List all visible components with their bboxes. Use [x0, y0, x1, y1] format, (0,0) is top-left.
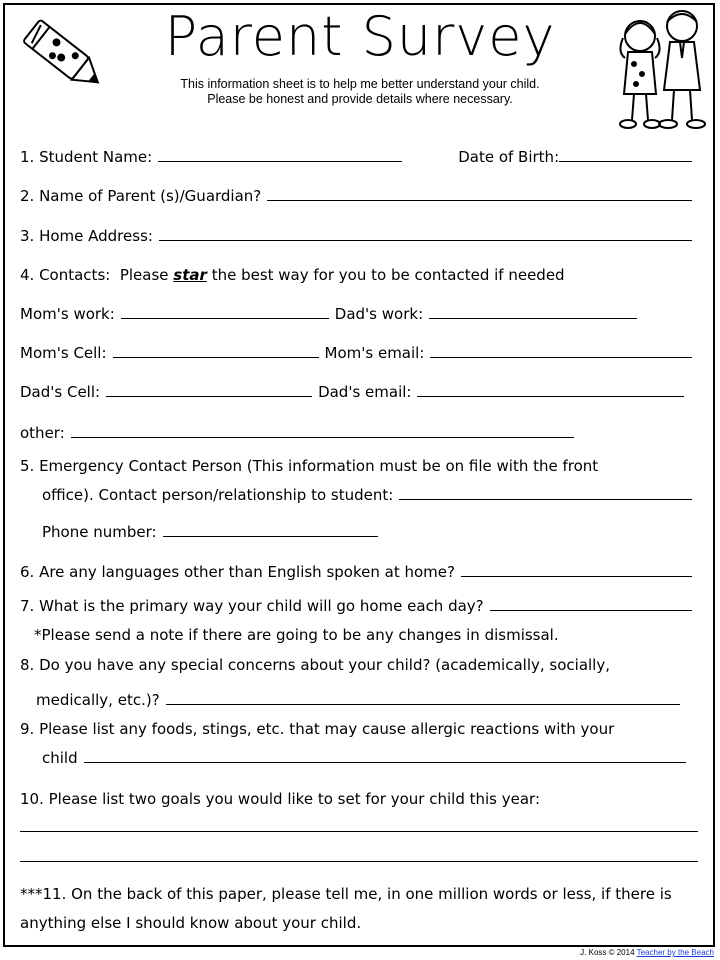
special-concerns-label: 8. Do you have any special concerns about your child? (academically, socially, [20, 656, 610, 674]
date-of-birth-field[interactable] [559, 147, 692, 162]
moms-email-label: Mom's email: [324, 344, 425, 362]
anything-else-label: ***11. On the back of this paper, please tell me, in one million words or less, if there is [20, 885, 672, 903]
question-11-row [20, 883, 698, 905]
moms-work-label: Mom's work: [20, 305, 115, 323]
work-contacts-row [20, 303, 698, 325]
dads-email-field[interactable] [417, 382, 684, 397]
goals-field-1[interactable] [20, 831, 698, 832]
goals-field-2[interactable] [20, 861, 698, 862]
dismissal-note-row [34, 624, 698, 646]
dads-work-field[interactable] [429, 304, 637, 319]
dads-email-label: Dad's email: [318, 383, 412, 401]
other-contact-field[interactable] [71, 423, 574, 438]
special-concerns-label-2: medically, etc.)? [36, 691, 160, 709]
dads-work-label: Dad's work: [334, 305, 424, 323]
dads-cell-label: Dad's Cell: [20, 383, 101, 401]
copyright-text: J. Koss © 2014 [580, 948, 635, 957]
subtitle-line-1: This information sheet is to help me better understand your child. [180, 77, 540, 91]
question-7-row [20, 595, 698, 617]
moms-email-field[interactable] [430, 343, 692, 358]
question-5-row [20, 455, 698, 477]
moms-work-field[interactable] [121, 304, 329, 319]
question-3-row [20, 225, 698, 247]
allergies-label: 9. Please list any foods, stings, etc. that may cause allergic reactions with your [20, 720, 615, 738]
allergies-field[interactable] [84, 748, 686, 763]
question-1-row [20, 146, 698, 168]
anything-else-label-2: anything else I should know about your child. [20, 914, 362, 932]
date-of-birth-label: Date of Birth: [458, 148, 560, 166]
goals-label: 10. Please list two goals you would like to set for your child this year: [20, 790, 541, 808]
allergies-row [42, 747, 692, 769]
moms-cell-field[interactable] [113, 343, 319, 358]
languages-field[interactable] [461, 562, 692, 577]
parent-name-field[interactable] [267, 186, 692, 201]
emergency-phone-row [42, 521, 384, 543]
allergies-label-2: child [42, 749, 78, 767]
cell-dad-email-row [20, 381, 698, 403]
teacher-by-the-beach-link[interactable]: Teacher by the Beach [636, 948, 714, 957]
languages-label: 6. Are any languages other than English spoken at home? [20, 563, 455, 581]
subtitle-line-2: Please be honest and provide details where necessary. [207, 92, 513, 106]
question-4-row [20, 264, 698, 286]
go-home-label: 7. What is the primary way your child will go home each day? [20, 597, 484, 615]
student-name-label: 1. Student Name: [20, 148, 153, 166]
emergency-relationship-label: office). Contact person/relationship to student: [42, 486, 394, 504]
cell-mom-email-row [20, 342, 698, 364]
emergency-phone-label: Phone number: [42, 523, 157, 541]
star-emphasis: star [173, 266, 207, 284]
question-10-row [20, 788, 698, 810]
question-6-row [20, 561, 698, 583]
home-address-label: 3. Home Address: [20, 227, 153, 245]
emergency-relationship-field[interactable] [399, 485, 692, 500]
parent-name-label: 2. Name of Parent (s)/Guardian? [20, 187, 262, 205]
emergency-relationship-row [42, 484, 698, 506]
footer-credit [580, 948, 714, 957]
home-address-field[interactable] [159, 226, 692, 241]
special-concerns-field[interactable] [166, 690, 680, 705]
emergency-contact-label: 5. Emergency Contact Person (This information must be on file with the front [20, 457, 599, 475]
page-title: Parent Survey [164, 5, 556, 68]
other-contact-label: other: [20, 424, 65, 442]
question-9-row [20, 718, 698, 740]
contacts-label: 4. Contacts: Please [20, 266, 174, 284]
student-name-field[interactable] [158, 147, 402, 162]
dismissal-note: *Please send a note if there are going to be any changes in dismissal. [34, 626, 559, 644]
question-8-row [20, 654, 698, 676]
contacts-instruction: the best way for you to be contacted if needed [206, 266, 565, 284]
question-11-row-2 [20, 912, 698, 934]
special-concerns-row [36, 689, 686, 711]
emergency-phone-field[interactable] [163, 522, 378, 537]
moms-cell-label: Mom's Cell: [20, 344, 107, 362]
other-contact-row [20, 422, 580, 444]
question-2-row [20, 185, 698, 207]
dads-cell-field[interactable] [106, 382, 312, 397]
go-home-field[interactable] [490, 596, 692, 611]
